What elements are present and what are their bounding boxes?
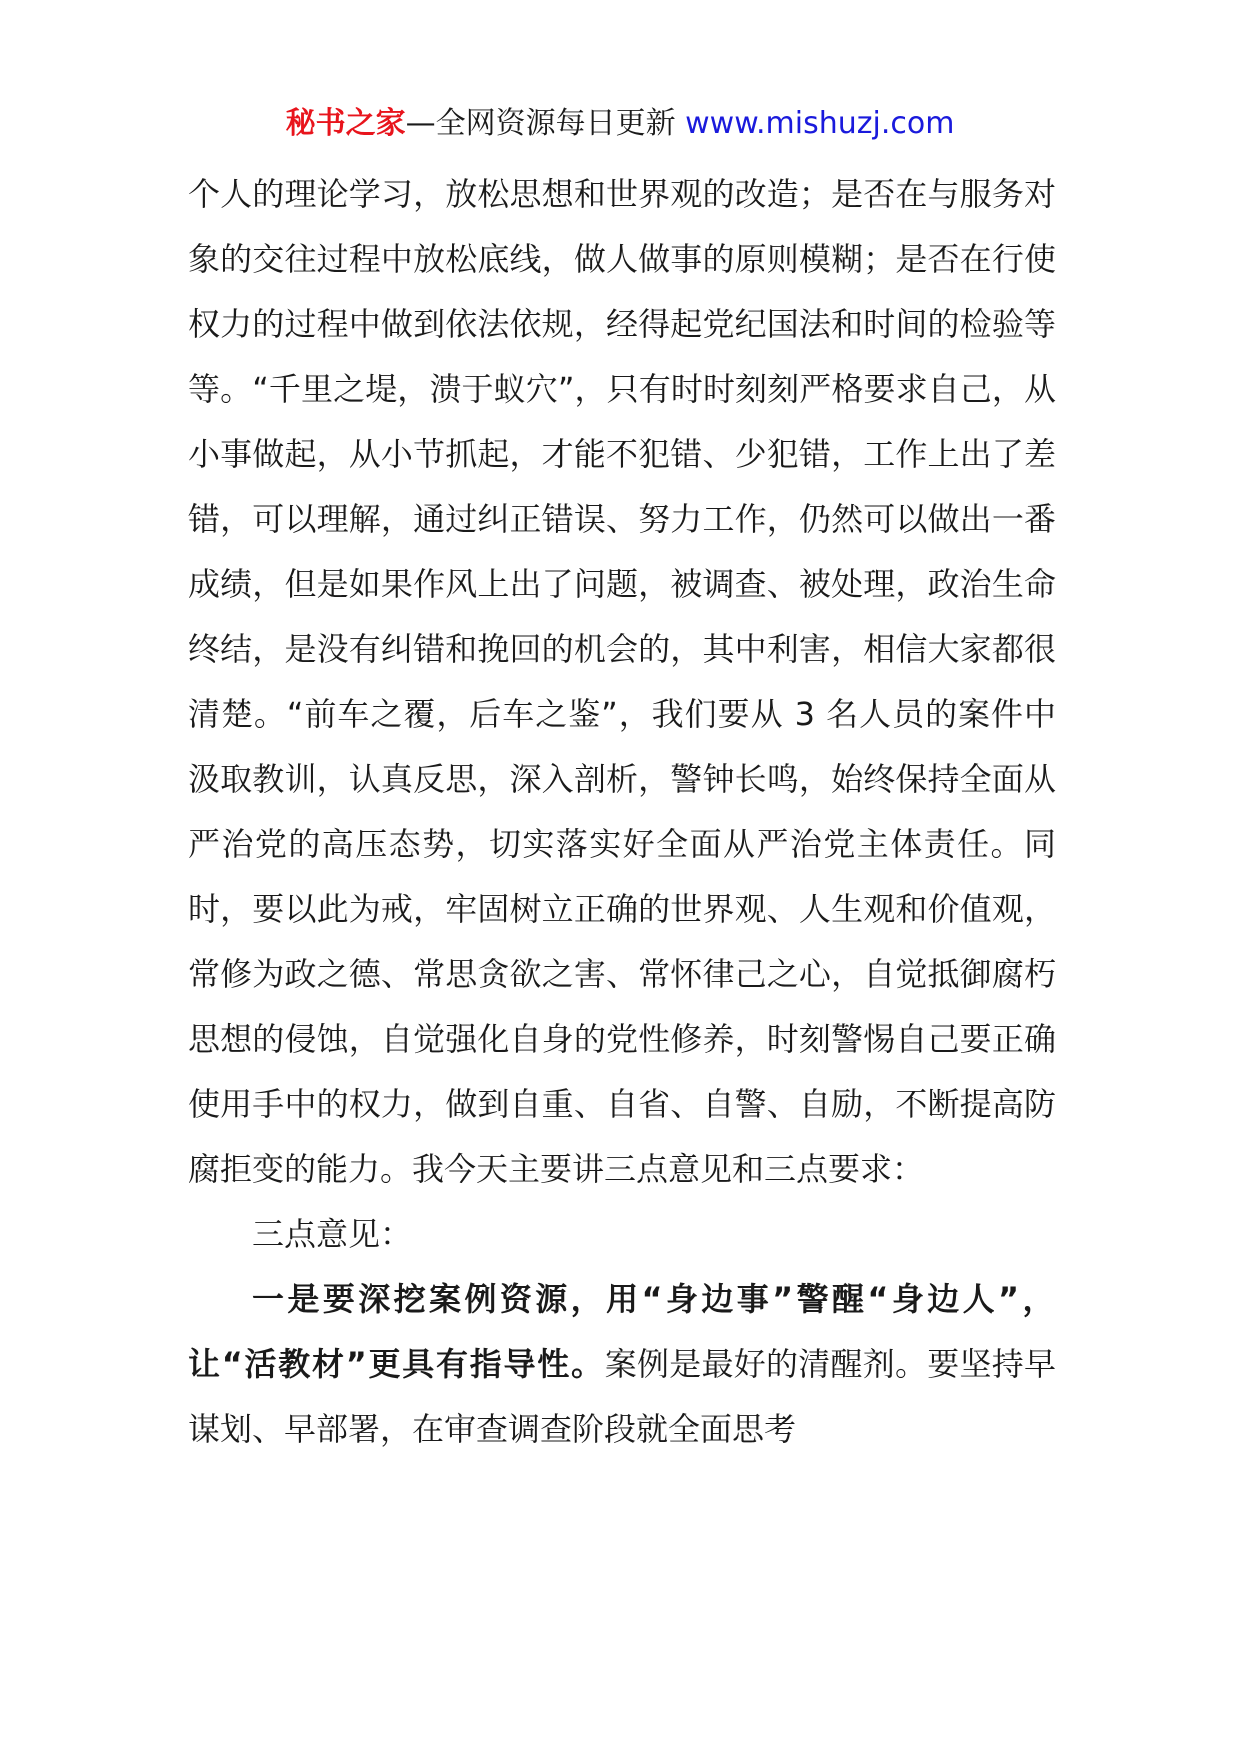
- header-tagline: —全网资源每日更新: [405, 106, 686, 141]
- page-header: [0, 100, 1240, 148]
- point-text: 案例是最好的清醒剂。要坚持早谋划、早部署，在审查调查阶段就全面思考: [188, 1345, 1056, 1448]
- point-paragraph: [188, 1267, 1056, 1462]
- body-paragraph: 个人的理论学习，放松思想和世界观的改造；是否在与服务对象的交往过程中放松底线，做人做事的原则模糊；是否在行使权力的过程中做到依法依规，经得起党纪国法和时间的检验等等。“千里之堤，溃于蚁穴”，只有时时刻刻严格要求自己，从小事做起，从小节抓起，才能不犯错、少犯错，工作上出了差错，可以理解，通过纠正错误、努力工作，仍然可以做出一番成绩，但是如果作风上出了问题，被调查、被处理，政治生命终结，是没有纠错和挽回的机会的，其中利害，相信大家都很清楚。“前车之覆，后车之鉴”，我们要从 3 名人员的案件中汲取教训，认真反思，深入剖析，警钟长鸣，始终保持全面从严治党的高压态势，切实落实好全面从严治党主体责任。同时，要以此为戒，牢固树立正确的世界观、人生观和价值观，常修为政之德、常思贪欲之害、常怀律己之心，自觉抵御腐朽思想的侵蚀，自觉强化自身的党性修养，时刻警惕自己要正确使用手中的权力，做到自重、自省、自警、自励，不断提高防腐拒变的能力。我今天主要讲三点意见和三点要求：: [188, 175, 1056, 1188]
- document-body: [188, 162, 1056, 1462]
- section-heading: 三点意见：: [252, 1215, 413, 1253]
- point-lead: 一是要深挖案例资源，用“身边事”警醒“身边人”，让“活教材”更具有指导性。: [188, 1280, 1056, 1383]
- header-url[interactable]: www.mishuzj.com: [685, 106, 955, 141]
- brand-name: 秘书之家: [285, 106, 406, 141]
